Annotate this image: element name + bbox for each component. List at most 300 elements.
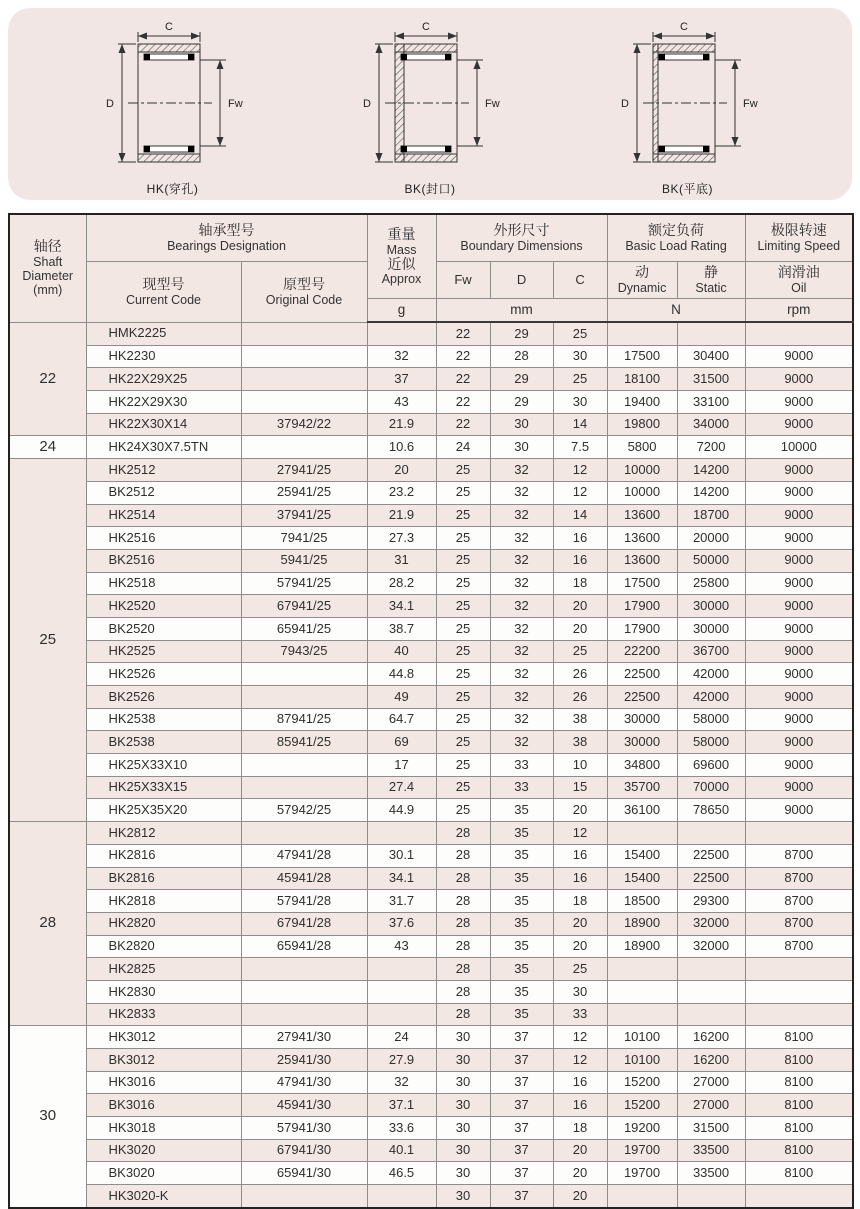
table-row [9, 867, 853, 890]
cell-static-load: 22500 [677, 844, 745, 867]
cell-d: 33 [490, 754, 553, 777]
cell-mass: 21.9 [367, 504, 436, 527]
cell-mass: 33.6 [367, 1117, 436, 1140]
cell-static-load: 58000 [677, 708, 745, 731]
cell-static-load: 14200 [677, 459, 745, 482]
cell-c: 14 [553, 504, 607, 527]
cell-shaft-diameter: 30 [9, 1026, 86, 1208]
cell-current-code: HK22X30X14 [86, 413, 241, 436]
header-boundary-dimensions: 外形尺寸 Boundary Dimensions [436, 214, 607, 262]
cell-original-code: 85941/25 [241, 731, 367, 754]
cell-static-load: 18700 [677, 504, 745, 527]
cell-fw: 22 [436, 322, 490, 345]
cell-static-load: 30000 [677, 595, 745, 618]
cell-fw: 25 [436, 459, 490, 482]
cell-fw: 30 [436, 1094, 490, 1117]
cell-fw: 22 [436, 368, 490, 391]
cell-mass: 28.2 [367, 572, 436, 595]
cell-static-load: 25800 [677, 572, 745, 595]
cell-dynamic-load: 15400 [607, 844, 677, 867]
cell-limiting-speed: 9000 [745, 368, 853, 391]
cell-current-code: BK2816 [86, 867, 241, 890]
cell-original-code [241, 686, 367, 709]
table-row [9, 1026, 853, 1049]
cell-c: 26 [553, 686, 607, 709]
cell-current-code: HK3020-K [86, 1185, 241, 1208]
cell-current-code: HK2516 [86, 527, 241, 550]
cell-static-load [677, 980, 745, 1003]
cell-d: 32 [490, 572, 553, 595]
cell-original-code: 27941/25 [241, 459, 367, 482]
table-row [9, 1162, 853, 1185]
cell-mass: 37 [367, 368, 436, 391]
table-row [9, 345, 853, 368]
cell-d: 37 [490, 1071, 553, 1094]
svg-text:C: C [422, 21, 430, 33]
cell-dynamic-load: 36100 [607, 799, 677, 822]
cell-c: 25 [553, 322, 607, 345]
header-static: 静 Static [677, 262, 745, 299]
cell-static-load: 27000 [677, 1071, 745, 1094]
cell-limiting-speed: 9000 [745, 754, 853, 777]
header-mass: 重量 Mass 近似 Approx [367, 214, 436, 299]
bearing-diagram-svg [595, 20, 781, 180]
table-row [9, 1139, 853, 1162]
cell-original-code: 67941/30 [241, 1139, 367, 1162]
cell-original-code: 27941/30 [241, 1026, 367, 1049]
cell-fw: 30 [436, 1185, 490, 1208]
cell-mass: 38.7 [367, 617, 436, 640]
cell-limiting-speed: 9000 [745, 504, 853, 527]
table-row [9, 504, 853, 527]
cell-d: 37 [490, 1162, 553, 1185]
cell-limiting-speed: 9000 [745, 527, 853, 550]
cell-static-load: 31500 [677, 1117, 745, 1140]
cell-dynamic-load [607, 322, 677, 345]
cell-limiting-speed: 9000 [745, 663, 853, 686]
cell-c: 25 [553, 640, 607, 663]
cell-limiting-speed: 9000 [745, 617, 853, 640]
cell-fw: 25 [436, 686, 490, 709]
cell-fw: 28 [436, 1003, 490, 1026]
cell-limiting-speed: 9000 [745, 799, 853, 822]
cell-limiting-speed [745, 1185, 853, 1208]
unit-g: g [367, 299, 436, 323]
cell-fw: 30 [436, 1139, 490, 1162]
cell-dynamic-load: 13600 [607, 504, 677, 527]
cell-current-code: HK22X29X30 [86, 391, 241, 414]
cell-dynamic-load: 34800 [607, 754, 677, 777]
cell-static-load: 36700 [677, 640, 745, 663]
header-d: D [490, 262, 553, 299]
cell-dynamic-load: 19700 [607, 1162, 677, 1185]
bearing-diagram-3 [595, 8, 781, 197]
cell-fw: 30 [436, 1049, 490, 1072]
cell-c: 20 [553, 595, 607, 618]
cell-original-code: 7943/25 [241, 640, 367, 663]
cell-current-code: HK2812 [86, 822, 241, 845]
cell-static-load: 22500 [677, 867, 745, 890]
cell-fw: 25 [436, 572, 490, 595]
cell-fw: 25 [436, 776, 490, 799]
header-oil: 润滑油 Oil [745, 262, 853, 299]
table-row [9, 617, 853, 640]
cell-limiting-speed: 9000 [745, 708, 853, 731]
svg-text:C: C [164, 21, 173, 33]
header-shaft-zh: 轴径 [33, 238, 62, 255]
cell-limiting-speed [745, 980, 853, 1003]
cell-dynamic-load [607, 1185, 677, 1208]
diagram-label: BK(封口) [404, 182, 456, 196]
cell-limiting-speed: 8700 [745, 844, 853, 867]
header-fw: Fw [436, 262, 490, 299]
cell-mass: 31.7 [367, 890, 436, 913]
cell-mass: 40 [367, 640, 436, 663]
cell-c: 14 [553, 413, 607, 436]
table-row [9, 413, 853, 436]
cell-mass [367, 1003, 436, 1026]
cell-fw: 25 [436, 640, 490, 663]
cell-limiting-speed: 8700 [745, 935, 853, 958]
cell-c: 16 [553, 844, 607, 867]
cell-limiting-speed: 8100 [745, 1162, 853, 1185]
cell-original-code [241, 322, 367, 345]
cell-original-code: 37942/22 [241, 413, 367, 436]
cell-dynamic-load: 30000 [607, 731, 677, 754]
cell-original-code: 47941/30 [241, 1071, 367, 1094]
cell-dynamic-load: 13600 [607, 549, 677, 572]
header-designation: 轴承型号 Bearings Designation [86, 214, 367, 262]
cell-dynamic-load: 22200 [607, 640, 677, 663]
cell-original-code: 47941/28 [241, 844, 367, 867]
cell-d: 29 [490, 322, 553, 345]
cell-original-code: 25941/30 [241, 1049, 367, 1072]
cell-fw: 25 [436, 617, 490, 640]
cell-limiting-speed: 8700 [745, 890, 853, 913]
cell-mass: 17 [367, 754, 436, 777]
cell-dynamic-load: 22500 [607, 663, 677, 686]
cell-current-code: HK2825 [86, 958, 241, 981]
bearing-diagram-svg [337, 20, 523, 180]
cell-original-code: 65941/28 [241, 935, 367, 958]
bearing-diagram-1 [80, 8, 266, 197]
table-row [9, 980, 853, 1003]
cell-d: 32 [490, 731, 553, 754]
cell-c: 18 [553, 890, 607, 913]
cell-dynamic-load: 15400 [607, 867, 677, 890]
cell-original-code [241, 958, 367, 981]
cell-original-code: 87941/25 [241, 708, 367, 731]
cell-d: 35 [490, 890, 553, 913]
cell-static-load: 32000 [677, 935, 745, 958]
cell-current-code: BK2520 [86, 617, 241, 640]
cell-limiting-speed: 10000 [745, 436, 853, 459]
cell-fw: 28 [436, 912, 490, 935]
cell-mass: 64.7 [367, 708, 436, 731]
cell-limiting-speed [745, 822, 853, 845]
cell-original-code: 25941/25 [241, 481, 367, 504]
cell-limiting-speed: 9000 [745, 686, 853, 709]
cell-static-load [677, 822, 745, 845]
cell-d: 32 [490, 459, 553, 482]
cell-current-code: HK2820 [86, 912, 241, 935]
cell-dynamic-load: 18900 [607, 935, 677, 958]
table-row [9, 958, 853, 981]
cell-dynamic-load [607, 1003, 677, 1026]
header-dynamic: 动 Dynamic [607, 262, 677, 299]
cell-dynamic-load: 19400 [607, 391, 677, 414]
cell-dynamic-load [607, 980, 677, 1003]
cell-d: 35 [490, 1003, 553, 1026]
cell-static-load: 30400 [677, 345, 745, 368]
cell-static-load [677, 1003, 745, 1026]
cell-current-code: HK2512 [86, 459, 241, 482]
cell-mass: 44.8 [367, 663, 436, 686]
cell-limiting-speed: 8100 [745, 1094, 853, 1117]
cell-original-code: 37941/25 [241, 504, 367, 527]
cell-original-code: 57941/25 [241, 572, 367, 595]
table-row [9, 890, 853, 913]
cell-static-load: 29300 [677, 890, 745, 913]
cell-static-load: 50000 [677, 549, 745, 572]
cell-original-code [241, 980, 367, 1003]
cell-current-code: HK25X33X15 [86, 776, 241, 799]
cell-static-load: 32000 [677, 912, 745, 935]
cell-c: 16 [553, 527, 607, 550]
cell-original-code [241, 345, 367, 368]
cell-mass: 31 [367, 549, 436, 572]
cell-fw: 25 [436, 504, 490, 527]
svg-text:D: D [620, 98, 629, 110]
cell-current-code: HK3018 [86, 1117, 241, 1140]
cell-limiting-speed: 8100 [745, 1049, 853, 1072]
cell-current-code: HK2518 [86, 572, 241, 595]
cell-dynamic-load: 18100 [607, 368, 677, 391]
cell-static-load [677, 958, 745, 981]
cell-original-code: 45941/30 [241, 1094, 367, 1117]
cell-original-code: 67941/25 [241, 595, 367, 618]
cell-original-code: 5941/25 [241, 549, 367, 572]
cell-static-load: 78650 [677, 799, 745, 822]
cell-dynamic-load: 18500 [607, 890, 677, 913]
cell-mass: 49 [367, 686, 436, 709]
cell-static-load: 14200 [677, 481, 745, 504]
cell-d: 30 [490, 436, 553, 459]
cell-static-load: 7200 [677, 436, 745, 459]
table-row [9, 1094, 853, 1117]
cell-c: 20 [553, 1162, 607, 1185]
cell-dynamic-load: 13600 [607, 527, 677, 550]
bearing-diagram-svg [80, 20, 266, 180]
cell-original-code [241, 1185, 367, 1208]
cell-mass: 24 [367, 1026, 436, 1049]
cell-limiting-speed [745, 1003, 853, 1026]
svg-text:D: D [363, 98, 371, 110]
cell-original-code: 57942/25 [241, 799, 367, 822]
cell-static-load [677, 1185, 745, 1208]
cell-limiting-speed: 8700 [745, 867, 853, 890]
cell-original-code: 7941/25 [241, 527, 367, 550]
cell-mass [367, 822, 436, 845]
cell-mass: 43 [367, 391, 436, 414]
cell-dynamic-load: 17500 [607, 572, 677, 595]
cell-dynamic-load: 10100 [607, 1026, 677, 1049]
cell-mass: 34.1 [367, 595, 436, 618]
cell-fw: 28 [436, 980, 490, 1003]
svg-text:D: D [105, 98, 114, 110]
cell-d: 32 [490, 640, 553, 663]
cell-c: 20 [553, 1139, 607, 1162]
cell-mass [367, 322, 436, 345]
cell-c: 16 [553, 867, 607, 890]
cell-d: 32 [490, 708, 553, 731]
cell-d: 37 [490, 1117, 553, 1140]
svg-text:Fw: Fw [227, 98, 243, 110]
table-row [9, 799, 853, 822]
table-row [9, 754, 853, 777]
table-row [9, 436, 853, 459]
cell-mass: 27.4 [367, 776, 436, 799]
cell-d: 32 [490, 595, 553, 618]
table-row [9, 1185, 853, 1208]
header-limiting-speed: 极限转速 Limiting Speed [745, 214, 853, 262]
cell-current-code: HK22X29X25 [86, 368, 241, 391]
cell-mass: 20 [367, 459, 436, 482]
table-row [9, 1049, 853, 1072]
cell-current-code: HK2830 [86, 980, 241, 1003]
table-row [9, 572, 853, 595]
table-row [9, 640, 853, 663]
table-row [9, 368, 853, 391]
cell-mass: 37.1 [367, 1094, 436, 1117]
cell-original-code: 67941/28 [241, 912, 367, 935]
cell-fw: 25 [436, 799, 490, 822]
cell-shaft-diameter: 28 [9, 822, 86, 1026]
cell-limiting-speed [745, 958, 853, 981]
cell-mass: 21.9 [367, 413, 436, 436]
cell-c: 16 [553, 549, 607, 572]
svg-text:C: C [679, 21, 688, 33]
cell-c: 7.5 [553, 436, 607, 459]
cell-dynamic-load: 19800 [607, 413, 677, 436]
cell-d: 32 [490, 686, 553, 709]
cell-c: 12 [553, 822, 607, 845]
table-row [9, 708, 853, 731]
table-row [9, 776, 853, 799]
cell-current-code: HK3012 [86, 1026, 241, 1049]
cell-fw: 25 [436, 731, 490, 754]
cell-d: 32 [490, 481, 553, 504]
cell-limiting-speed: 9000 [745, 459, 853, 482]
cell-limiting-speed: 8700 [745, 912, 853, 935]
cell-original-code: 57941/30 [241, 1117, 367, 1140]
cell-d: 32 [490, 527, 553, 550]
cell-limiting-speed: 9000 [745, 413, 853, 436]
header-current-code: 现型号 Current Code [86, 262, 241, 323]
cell-static-load: 31500 [677, 368, 745, 391]
cell-current-code: HK2230 [86, 345, 241, 368]
cell-mass [367, 1185, 436, 1208]
table-row [9, 549, 853, 572]
cell-d: 28 [490, 345, 553, 368]
cell-original-code: 45941/28 [241, 867, 367, 890]
cell-d: 32 [490, 617, 553, 640]
cell-fw: 25 [436, 481, 490, 504]
table-row [9, 322, 853, 345]
table-row [9, 844, 853, 867]
diagram-label: BK(平底) [661, 182, 713, 196]
cell-dynamic-load: 17500 [607, 345, 677, 368]
cell-static-load: 42000 [677, 686, 745, 709]
cell-current-code: BK3012 [86, 1049, 241, 1072]
cell-mass: 69 [367, 731, 436, 754]
cell-original-code: 65941/30 [241, 1162, 367, 1185]
cell-fw: 25 [436, 708, 490, 731]
cell-current-code: BK2538 [86, 731, 241, 754]
cell-limiting-speed: 9000 [745, 345, 853, 368]
cell-c: 30 [553, 980, 607, 1003]
diagram-panel [8, 8, 852, 200]
cell-limiting-speed: 9000 [745, 481, 853, 504]
cell-d: 37 [490, 1049, 553, 1072]
cell-original-code [241, 754, 367, 777]
cell-d: 37 [490, 1185, 553, 1208]
cell-dynamic-load [607, 822, 677, 845]
cell-original-code [241, 663, 367, 686]
cell-fw: 28 [436, 935, 490, 958]
cell-static-load: 16200 [677, 1049, 745, 1072]
table-row [9, 935, 853, 958]
cell-d: 37 [490, 1139, 553, 1162]
cell-mass: 27.3 [367, 527, 436, 550]
cell-static-load: 30000 [677, 617, 745, 640]
cell-dynamic-load: 15200 [607, 1094, 677, 1117]
cell-d: 32 [490, 549, 553, 572]
cell-d: 35 [490, 980, 553, 1003]
cell-dynamic-load: 19200 [607, 1117, 677, 1140]
cell-dynamic-load: 22500 [607, 686, 677, 709]
cell-current-code: BK3020 [86, 1162, 241, 1185]
cell-fw: 22 [436, 391, 490, 414]
table-row [9, 663, 853, 686]
cell-d: 35 [490, 822, 553, 845]
cell-mass: 23.2 [367, 481, 436, 504]
cell-mass: 34.1 [367, 867, 436, 890]
cell-d: 33 [490, 776, 553, 799]
cell-d: 29 [490, 391, 553, 414]
cell-static-load: 69600 [677, 754, 745, 777]
cell-fw: 28 [436, 958, 490, 981]
unit-n: N [607, 299, 745, 323]
cell-c: 20 [553, 1185, 607, 1208]
cell-mass: 37.6 [367, 912, 436, 935]
cell-mass: 10.6 [367, 436, 436, 459]
cell-limiting-speed: 8100 [745, 1139, 853, 1162]
cell-c: 10 [553, 754, 607, 777]
cell-mass: 46.5 [367, 1162, 436, 1185]
cell-original-code [241, 1003, 367, 1026]
cell-static-load: 33100 [677, 391, 745, 414]
cell-mass: 43 [367, 935, 436, 958]
cell-fw: 24 [436, 436, 490, 459]
cell-current-code: HK3016 [86, 1071, 241, 1094]
cell-original-code [241, 436, 367, 459]
cell-c: 12 [553, 481, 607, 504]
cell-c: 30 [553, 345, 607, 368]
table-row [9, 1071, 853, 1094]
cell-fw: 25 [436, 549, 490, 572]
cell-dynamic-load: 5800 [607, 436, 677, 459]
